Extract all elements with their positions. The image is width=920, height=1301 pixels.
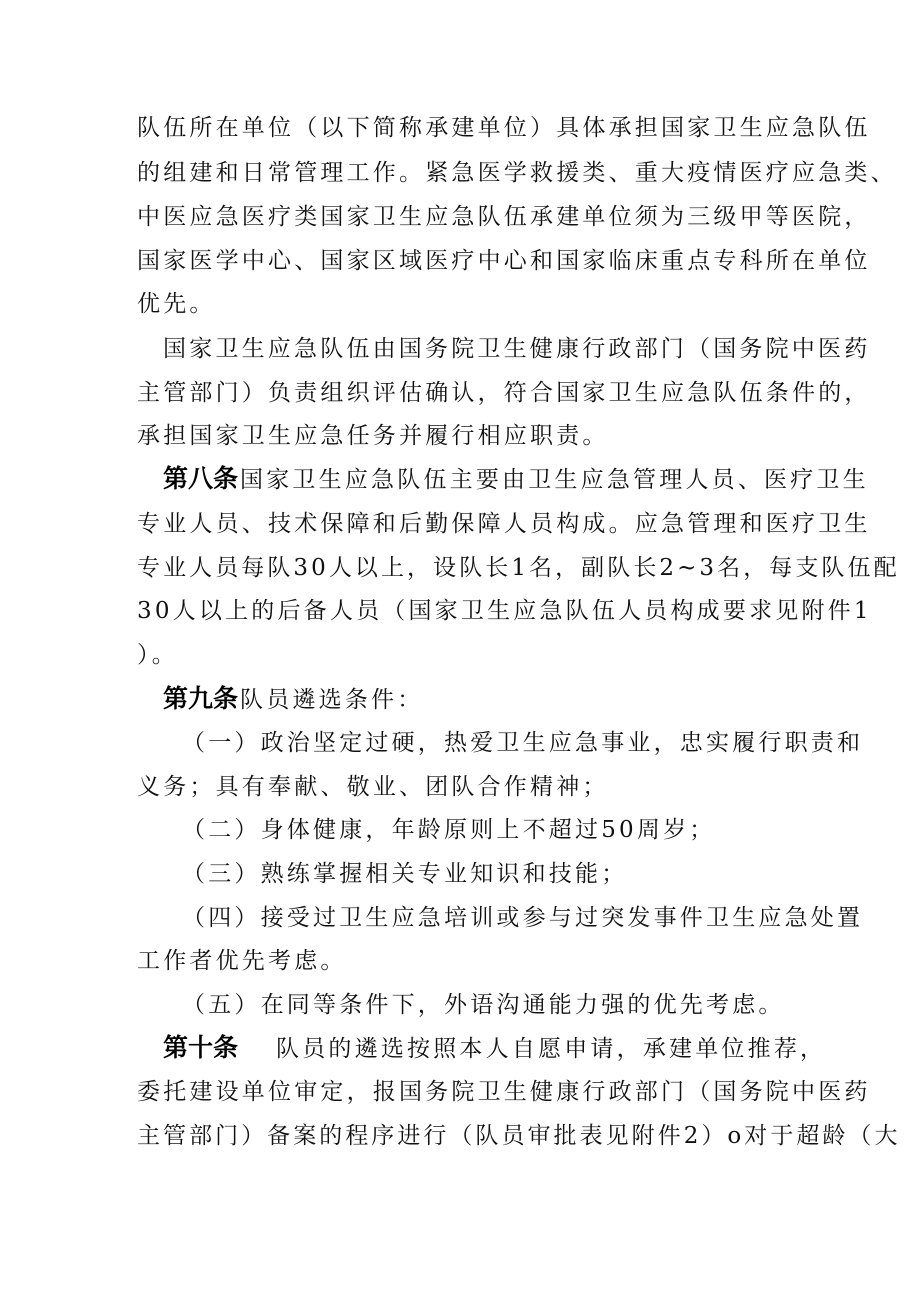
paragraph-line: 30人以上的后备人员（国家卫生应急队伍人员构成要求见附件1 [137,598,872,624]
paragraph-line: 专业人员每队30人以上，设队长1名，副队长2~3名，每支队伍配 [137,555,900,581]
list-item-four: （四）接受过卫生应急培训或参与过突发事件卫生应急处置 [182,905,864,931]
article-eight-heading: 第八条 [163,464,239,493]
list-item-five: （五）在同等条件下，外语沟通能力强的优先考虑。 [182,992,785,1018]
paragraph-line: 中医应急医疗类国家卫生应急队伍承建单位须为三级甲等医院， [137,204,871,230]
paragraph-line: 的组建和日常管理工作。紧急医学救援类、重大疫情医疗应急类、 [137,160,897,186]
list-item-one: （一）政治坚定过硬，热爱卫生应急事业，忠实履行职责和 [182,730,864,756]
paragraph-line: 承担国家卫生应急任务并履行相应职责。 [137,423,609,449]
article-ten-heading: 第十条 [163,1033,239,1062]
list-item-two: （二）身体健康，年龄原则上不超过50周岁； [182,817,716,843]
list-item-three: （三）熟练掌握相关专业知识和技能； [182,861,628,887]
paragraph-line: ）。 [137,642,178,668]
paragraph-line: 国家卫生应急队伍由国务院卫生健康行政部门（国务院中医药 [163,336,871,362]
paragraph-line: 优先。 [137,291,216,317]
paragraph-text: 队员的遴选按照本人自愿申请，承建单位推荐， [276,1036,827,1062]
paragraph-text: 国家卫生应急队伍主要由卫生应急管理人员、医疗卫生 [240,467,869,493]
paragraph-line: 主管部门）负责组织评估确认，符合国家卫生应急队伍条件的， [137,380,871,406]
article-nine-line [163,684,423,715]
article-ten-line [163,1033,826,1064]
paragraph-line: 工作者优先考虑。 [137,948,347,974]
paragraph-line: 专业人员、技术保障和后勤保障人员构成。应急管理和医疗卫生 [137,511,871,537]
paragraph-line: 国家医学中心、国家区域医疗中心和国家临床重点专科所在单位 [137,248,871,274]
paragraph-text: 队员遴选条件： [240,687,424,713]
article-nine-heading: 第九条 [163,684,239,713]
paragraph-line: 队伍所在单位（以下简称承建单位）具体承担国家卫生应急队伍 [137,115,871,141]
article-eight-line [163,464,869,495]
paragraph-line: 主管部门）备案的程序进行（队员审批表见附件2）o对于超龄（大 [137,1123,901,1149]
paragraph-line: 义务；具有奉献、敬业、团队合作精神； [137,774,609,800]
paragraph-line: 委托建设单位审定，报国务院卫生健康行政部门（国务院中医药 [137,1079,871,1105]
